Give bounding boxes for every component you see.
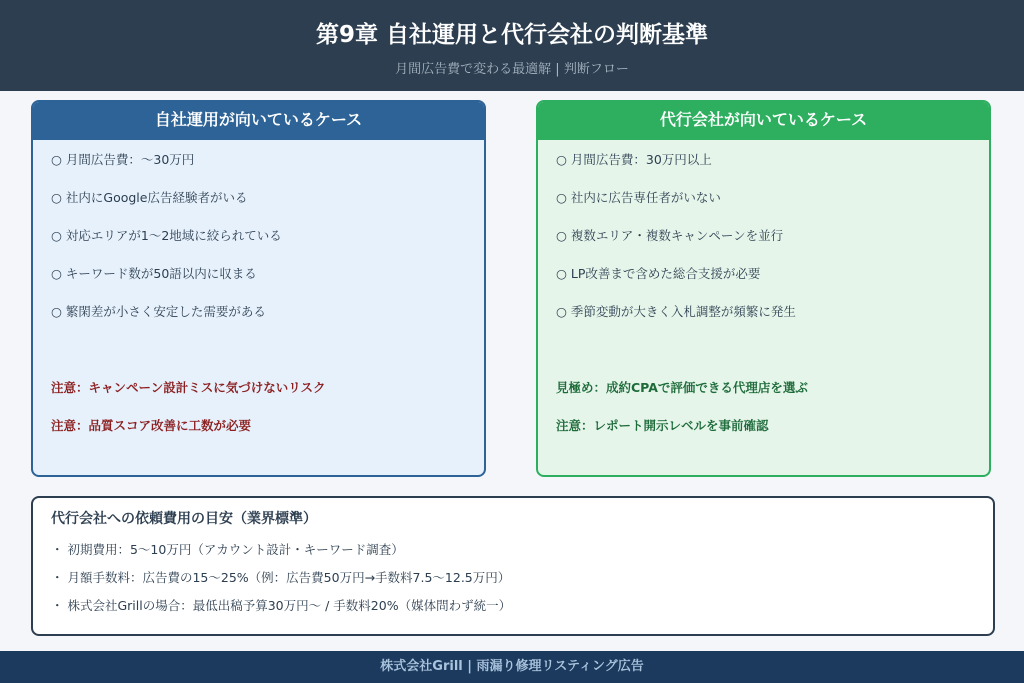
list-item: ・ 月額手数料：広告費の15〜25%（例：広告費50万円→手数料7.5〜12.5万円） bbox=[51, 570, 511, 585]
list-item: ○ 繁閑差が小さく安定した需要がある bbox=[51, 304, 266, 319]
list-item: ○ 対応エリアが1〜2地域に絞られている bbox=[51, 228, 282, 243]
list-item: ○ 社内に広告専任者がいない bbox=[556, 190, 721, 205]
warning-note: 注意：キャンペーン設計ミスに気づけないリスク bbox=[51, 380, 326, 395]
page-subtitle: 月間広告費で変わる最適解 | 判断フロー bbox=[395, 62, 629, 77]
in-house-panel bbox=[31, 100, 486, 477]
footer-bar bbox=[0, 651, 1024, 683]
agency-notes bbox=[556, 378, 808, 454]
in-house-notes bbox=[51, 378, 326, 454]
list-item: ○ 月間広告費：30万円以上 bbox=[556, 152, 712, 167]
tip-note: 見極め：成約CPAで評価できる代理店を選ぶ bbox=[556, 380, 808, 395]
list-item: ○ LP改善まで含めた総合支援が必要 bbox=[556, 266, 761, 281]
cost-list bbox=[51, 540, 511, 624]
agency-panel-heading: 代行会社が向いているケース bbox=[538, 102, 989, 140]
list-item: ○ 複数エリア・複数キャンペーンを並行 bbox=[556, 228, 784, 243]
page-title: 第9章 自社運用と代行会社の判断基準 bbox=[315, 22, 708, 48]
warning-note: 注意：レポート開示レベルを事前確認 bbox=[556, 418, 769, 433]
in-house-panel-heading: 自社運用が向いているケース bbox=[33, 102, 484, 140]
in-house-criteria-list bbox=[51, 150, 282, 340]
list-item: ○ 月間広告費：〜30万円 bbox=[51, 152, 195, 167]
cost-box-title: 代行会社への依頼費用の目安（業界標準） bbox=[51, 511, 317, 527]
list-item: ○ 季節変動が大きく入札調整が頻繁に発生 bbox=[556, 304, 796, 319]
header-banner bbox=[0, 0, 1024, 91]
list-item: ○ キーワード数が50語以内に収まる bbox=[51, 266, 257, 281]
agency-criteria-list bbox=[556, 150, 796, 340]
agency-cost-box bbox=[31, 496, 995, 636]
footer-text: 株式会社Grill | 雨漏り修理リスティング広告 bbox=[380, 659, 644, 674]
warning-note: 注意：品質スコア改善に工数が必要 bbox=[51, 418, 252, 433]
list-item: ・ 株式会社Grillの場合：最低出稿予算30万円〜 / 手数料20%（媒体問わず統一） bbox=[51, 598, 512, 613]
list-item: ○ 社内にGoogle広告経験者がいる bbox=[51, 190, 248, 205]
agency-panel bbox=[536, 100, 991, 477]
list-item: ・ 初期費用：5〜10万円（アカウント設計・キーワード調査） bbox=[51, 542, 404, 557]
